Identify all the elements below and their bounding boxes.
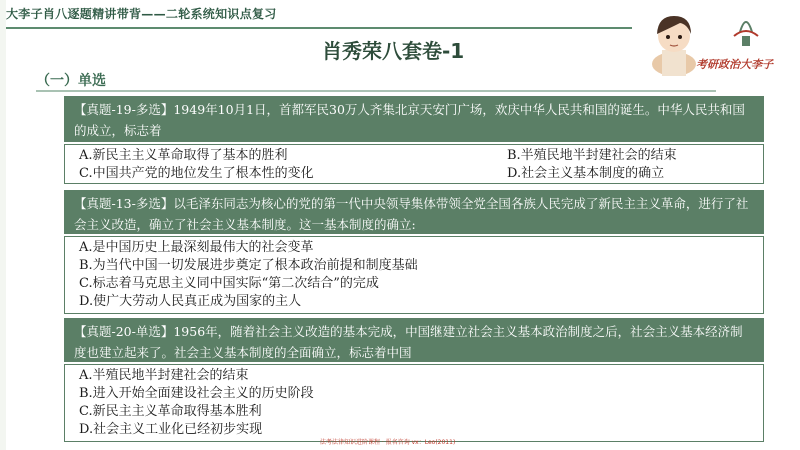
logo-text: 考研政治大李子 bbox=[696, 58, 773, 71]
option-2c[interactable]: C.标志着马克思主义同中国实际“第二次结合”的完成 bbox=[79, 276, 379, 291]
question-1: 【真题-19-多选】1949年10月1日，首都军民30万人齐集北京天安门广场，欢庆中华人民共和国的诞生。中华人民共和国的成立，标志着 bbox=[64, 96, 764, 142]
option-2b[interactable]: B.为当代中国一切发展进步奠定了根本政治前提和制度基础 bbox=[79, 258, 418, 273]
section-label: （一）单选 bbox=[36, 73, 106, 89]
option-2d[interactable]: D.使广大劳动人民真正成为国家的主人 bbox=[79, 294, 302, 309]
options-3 bbox=[64, 364, 764, 442]
options-1 bbox=[64, 144, 764, 184]
page-title: 肖秀荣八套卷-1 bbox=[322, 39, 465, 63]
option-1a[interactable]: A.新民主主义革命取得了基本的胜利 bbox=[79, 148, 288, 163]
option-1d[interactable]: D.社会主义基本制度的确立 bbox=[507, 166, 665, 181]
question-2: 【真题-13-多选】以毛泽东同志为核心的党的第一代中央领导集体带领全党全国各族人民完成了新民主主义革命，进行了社会主义改造，确立了社会主义基本制度。这一基本制度的确立: bbox=[64, 190, 764, 234]
header-divider bbox=[6, 27, 632, 29]
option-3d[interactable]: D.社会主义工业化已经初步实现 bbox=[79, 422, 263, 437]
question-3: 【真题-20-单选】1956年，随着社会主义改造的基本完成，中国继建立社会主义基本政治制度之后，社会主义基本经济制度也建立起来了。社会主义基本制度的全面确立，标志着中国 bbox=[64, 318, 764, 362]
section-divider bbox=[36, 90, 716, 92]
option-3b[interactable]: B.进入开始全面建设社会主义的历史阶段 bbox=[79, 386, 314, 401]
left-edge-bar bbox=[0, 0, 6, 450]
option-3a[interactable]: A.半殖民地半封建社会的结束 bbox=[79, 368, 249, 383]
options-2 bbox=[64, 236, 764, 314]
option-3c[interactable]: C.新民主主义革命取得基本胜利 bbox=[79, 404, 262, 419]
header-title: 大李子肖八逐题精讲带背——二轮系统知识点复习 bbox=[6, 7, 277, 21]
footer-watermark: 法考法律知识进阶课程 · 报名咨询 vx：Leo(2011) bbox=[320, 439, 456, 446]
option-1b[interactable]: B.半殖民地半封建社会的结束 bbox=[507, 148, 677, 163]
option-2a[interactable]: A.是中国历史上最深刻最伟大的社会变革 bbox=[79, 240, 314, 255]
option-1c[interactable]: C.中国共产党的地位发生了根本性的变化 bbox=[79, 166, 314, 181]
